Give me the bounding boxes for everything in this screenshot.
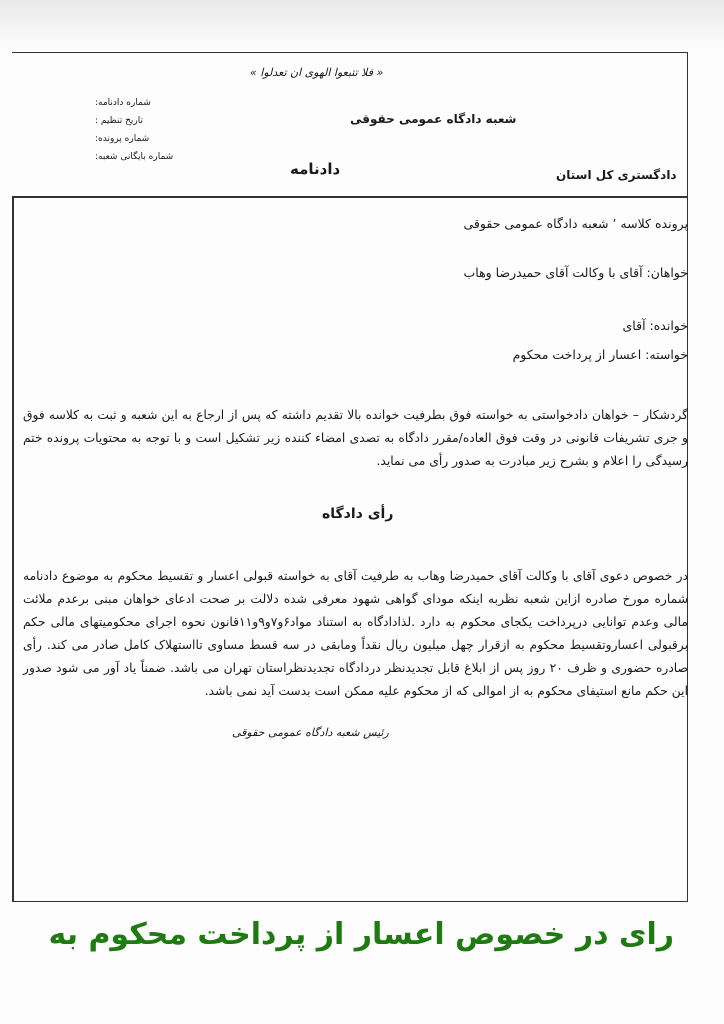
meta-archive-number: شماره بایگانی شعبه: — [95, 152, 174, 162]
document-title: دادنامه — [290, 160, 341, 178]
frame-left-border — [12, 198, 14, 902]
header-branch: شعبه دادگاه عمومی حقوقی — [350, 112, 517, 126]
scan-shadow — [0, 0, 724, 50]
meta-date: تاریخ تنظیم : — [95, 116, 143, 126]
meta-case-number: شماره پرونده: — [95, 134, 150, 144]
meta-verdict-number: شماره دادنامه: — [95, 98, 151, 108]
defendant-line: خوانده: آقای — [622, 318, 688, 333]
verdict-paragraph: در خصوص دعوی آقای با وکالت آقای حمیدرضا وهاب به طرفیت آقای به خواسته قبولی اعسار و تقسیط محکوم به موضوع دادنامه شماره مورخ صادره ازاین شعبه نظربه اینکه مودای گواهی شهود معرفی شده دلالت بر صحت ادعای خواهان مبنی برعدم ملائت مالی وعدم توانایی درپرداخت یکجای محکوم به دارد .لذادادگاه به استناد مواد۶و۷و۹و۱۱قانون نحوه اجرای محکومیتهای مالی حکم برقبولی اعساروتقسیط محکوم به ازقرار چهل میلیون ریال نقداً ومابقی در سه قسط مساوی تااستهلاک کامل صادر می کند. رأی صادره حضوری و ظرف ۲۰ روز پس از ابلاغ قابل تجدیدنظر دردادگاه تجدیدنظراستان تهران می باشد. ضمناً یاد آور می شود صدور این حکم مانع استیفای محکوم به از اموالی که از محکوم علیه ممکن است بدست آید نمی باشد. — [23, 569, 688, 698]
plaintiff-line: خواهان: آقای با وکالت آقای حمیدرضا وهاب — [463, 265, 688, 280]
header-verse: « فلا تتبعوا الهوی ان تعدلوا » — [250, 66, 384, 79]
header-divider — [12, 196, 688, 198]
request-line: خواسته: اعسار از پرداخت محکوم — [512, 347, 688, 362]
case-file-line: پرونده کلاسه ٬ شعبه دادگاه عمومی حقوقی — [463, 216, 688, 231]
signature-line: رئیس شعبه دادگاه عمومی حقوقی — [232, 726, 389, 739]
court-name: دادگستری کل استان — [556, 168, 677, 182]
verdict-title: رأی دادگاه — [322, 506, 394, 522]
green-caption-banner: رای در خصوص اعسار از پرداخت محکوم به — [48, 917, 674, 952]
case-report-paragraph: گردشکار – خواهان دادخواستی به خواسته فوق بطرفیت خوانده بالا تقدیم داشته که پس از ارجاع به این شعبه و ثبت به کلاسه فوق و جری تشریفات قانونی در وقت فوق العاده/مقرر دادگاه به تصدی امضاء کننده زیر تشکیل است و با توجه به محتویات پرونده ختم رسیدگی را اعلام و بشرح زیر مبادرت به صدور رأی می نماید. — [23, 408, 688, 468]
